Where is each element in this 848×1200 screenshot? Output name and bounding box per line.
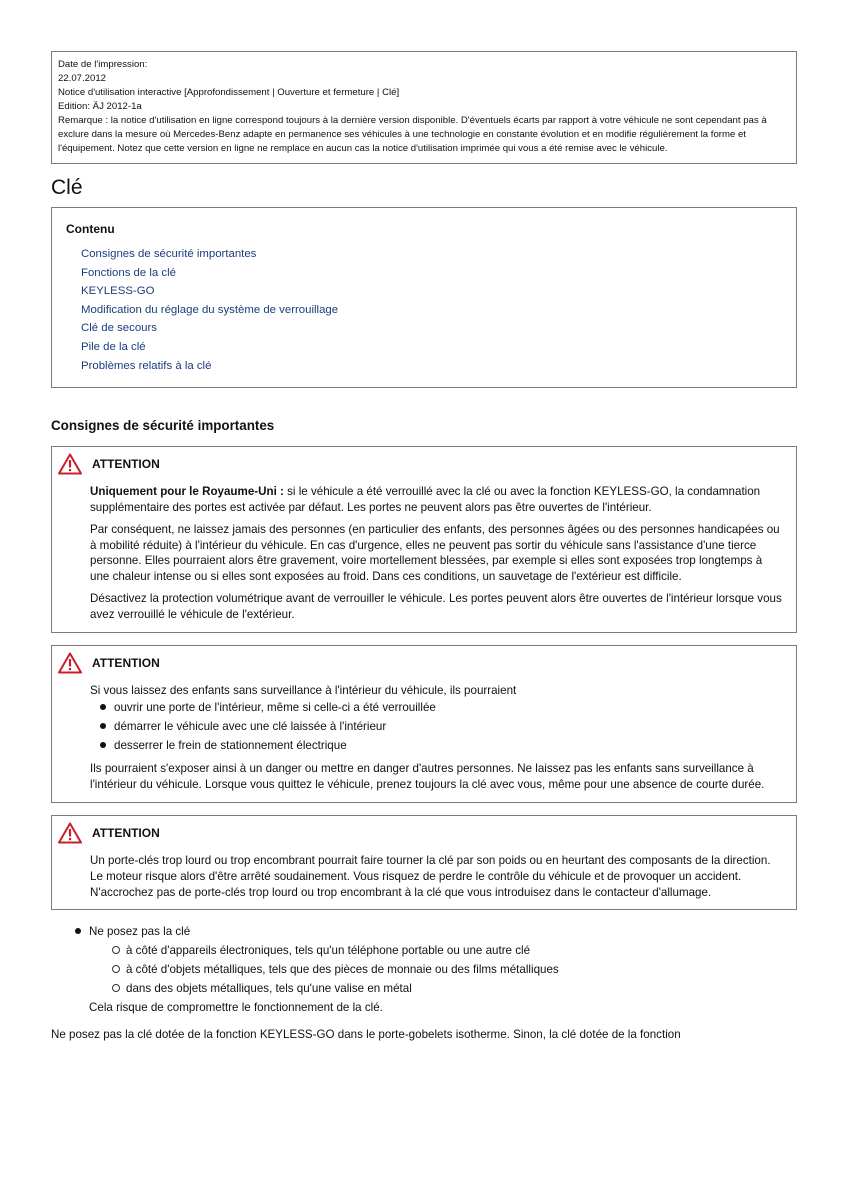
warning-box — [51, 645, 797, 803]
toc-link-emergency-key[interactable]: Clé de secours — [81, 322, 157, 335]
warning-body — [58, 853, 784, 900]
final-paragraph: Ne posez pas la clé dotée de la fonction KEYLESS-GO dans le porte-gobelets isotherme. Sinon, la clé dotée de la fonction — [51, 1028, 681, 1042]
warning-triangle-icon — [58, 652, 82, 674]
document-page — [51, 51, 797, 1043]
warning-header — [58, 822, 784, 844]
warning-paragraph: Si vous laissez des enfants sans surveillance à l'intérieur du véhicule, ils pourraient — [90, 683, 517, 697]
warning-paragraph — [90, 484, 784, 516]
list-item — [89, 922, 797, 998]
warning-title: ATTENTION — [92, 655, 160, 670]
warning-paragraph: Par conséquent, ne laissez jamais des personnes (en particulier des enfants, des personnes âgées ou des personnes handicapées ou à mobilité réduite) à l'intérieur du véhicule. En cas d'urgence, elles ne peuvent pas sortir du véhicule sans l'assistance d'une tierce personne. Elles pourraient alors être gravement, voire mortellement blessées, par exemple si elles sont exposées trop longtemps à une chaleur intense ou si elles sont exposées au froid. Dans ces conditions, un sauvetage de l'extérieur est difficile. — [90, 522, 780, 584]
warning-lead-bold: Uniquement pour le Royaume-Uni : — [90, 485, 284, 499]
list-note: Cela risque de compromettre le fonctionnement de la clé. — [89, 1001, 383, 1015]
sub-list-item: dans des objets métalliques, tels qu'une valise en métal — [126, 979, 797, 998]
warning-triangle-icon — [58, 453, 82, 475]
list-item-text: Ne posez pas la clé — [89, 925, 191, 939]
toc-list — [66, 245, 782, 375]
warning-box — [51, 446, 797, 632]
sub-list-item: à côté d'appareils électroniques, tels qu'un téléphone portable ou une autre clé — [126, 941, 797, 960]
sub-list-item: à côté d'objets métalliques, tels que des pièces de monnaie ou des films métalliques — [126, 960, 797, 979]
warning-paragraph: Un porte-clés trop lourd ou trop encombrant pourrait faire tourner la clé par son poids ou en heurtant des composants de la direction. Le moteur risque alors d'être arrêté soudainement. Vous risquez de perdre le contrôle du véhicule et de provoquer un accident. N'accrochez pas de porte-clés trop lourd ou trop encombrant à la clé que vous introduisez dans le contacteur d'allumage. — [90, 853, 771, 899]
warning-header — [58, 453, 784, 475]
list-item: desserrer le frein de stationnement électrique — [114, 736, 784, 755]
sub-list — [89, 941, 797, 998]
warning-bullet-list — [90, 698, 784, 755]
toc-link-key-problems[interactable]: Problèmes relatifs à la clé — [81, 359, 212, 372]
edition: Edition: ÄJ 2012-1a — [58, 101, 142, 112]
warning-paragraph: Ils pourraient s'exposer ainsi à un danger ou mettre en danger d'autres personnes. Ne laissez pas les enfants sans surveillance à l'intérieur du véhicule. Lorsque vous quittez le véhicule, prenez toujours la clé avec vous, même pour une absence de courte durée. — [90, 762, 765, 792]
warning-title: ATTENTION — [92, 825, 160, 840]
table-of-contents — [51, 207, 797, 388]
toc-link-key-functions[interactable]: Fonctions de la clé — [81, 266, 176, 279]
toc-link-key-battery[interactable]: Pile de la clé — [81, 340, 146, 353]
warning-title: ATTENTION — [92, 457, 160, 472]
remark: Remarque : la notice d'utilisation en ligne correspond toujours à la dernière version disponible. D'éventuels écarts par rapport à votre véhicule ne sont cependant pas à exclure dans la mesure où Mercedes-Benz adapte en permanence ses véhicules à une technologie en constante évolution et en modifie régulièrement la forme et l'équipement. Notez que cette version en ligne ne remplace en aucun cas la notice d'utilisation imprimée qui vous a été remise avec le véhicule. — [58, 115, 767, 154]
breadcrumb: Notice d'utilisation interactive [Approfondissement | Ouverture et fermeture | Clé] — [58, 87, 400, 98]
list-item: démarrer le véhicule avec une clé laissée à l'intérieur — [114, 717, 784, 736]
warning-body — [58, 484, 784, 622]
print-date: 22.07.2012 — [58, 73, 107, 84]
toc-heading: Contenu — [66, 222, 115, 236]
warning-body — [58, 683, 784, 793]
list-item: ouvrir une porte de l'intérieur, même si celle-ci a été verrouillée — [114, 698, 784, 717]
warning-paragraph: Désactivez la protection volumétrique avant de verrouiller le véhicule. Les portes peuvent alors être ouvertes de l'intérieur lorsque vous avez verrouillé le véhicule de l'extérieur. — [90, 591, 782, 621]
toc-link-keyless-go[interactable]: KEYLESS-GO — [81, 285, 155, 298]
warning-header — [58, 652, 784, 674]
print-info-box — [51, 51, 797, 164]
print-date-label: Date de l'impression: — [58, 59, 148, 70]
warning-box — [51, 815, 797, 910]
section-title: Consignes de sécurité importantes — [51, 418, 275, 434]
page-title: Clé — [51, 176, 83, 199]
key-placement-list — [51, 922, 797, 998]
toc-link-safety[interactable]: Consignes de sécurité importantes — [81, 248, 257, 260]
warning-triangle-icon — [58, 822, 82, 844]
warning-lead-text: si le véhicule a été verrouillé avec la clé ou avec la fonction KEYLESS-GO, la condamnation supplémentaire des portes est activée par défaut. Les portes ne peuvent alors pas être ouvertes de l'intérieur. — [90, 485, 761, 514]
toc-link-locking-settings[interactable]: Modification du réglage du système de verrouillage — [81, 303, 339, 316]
